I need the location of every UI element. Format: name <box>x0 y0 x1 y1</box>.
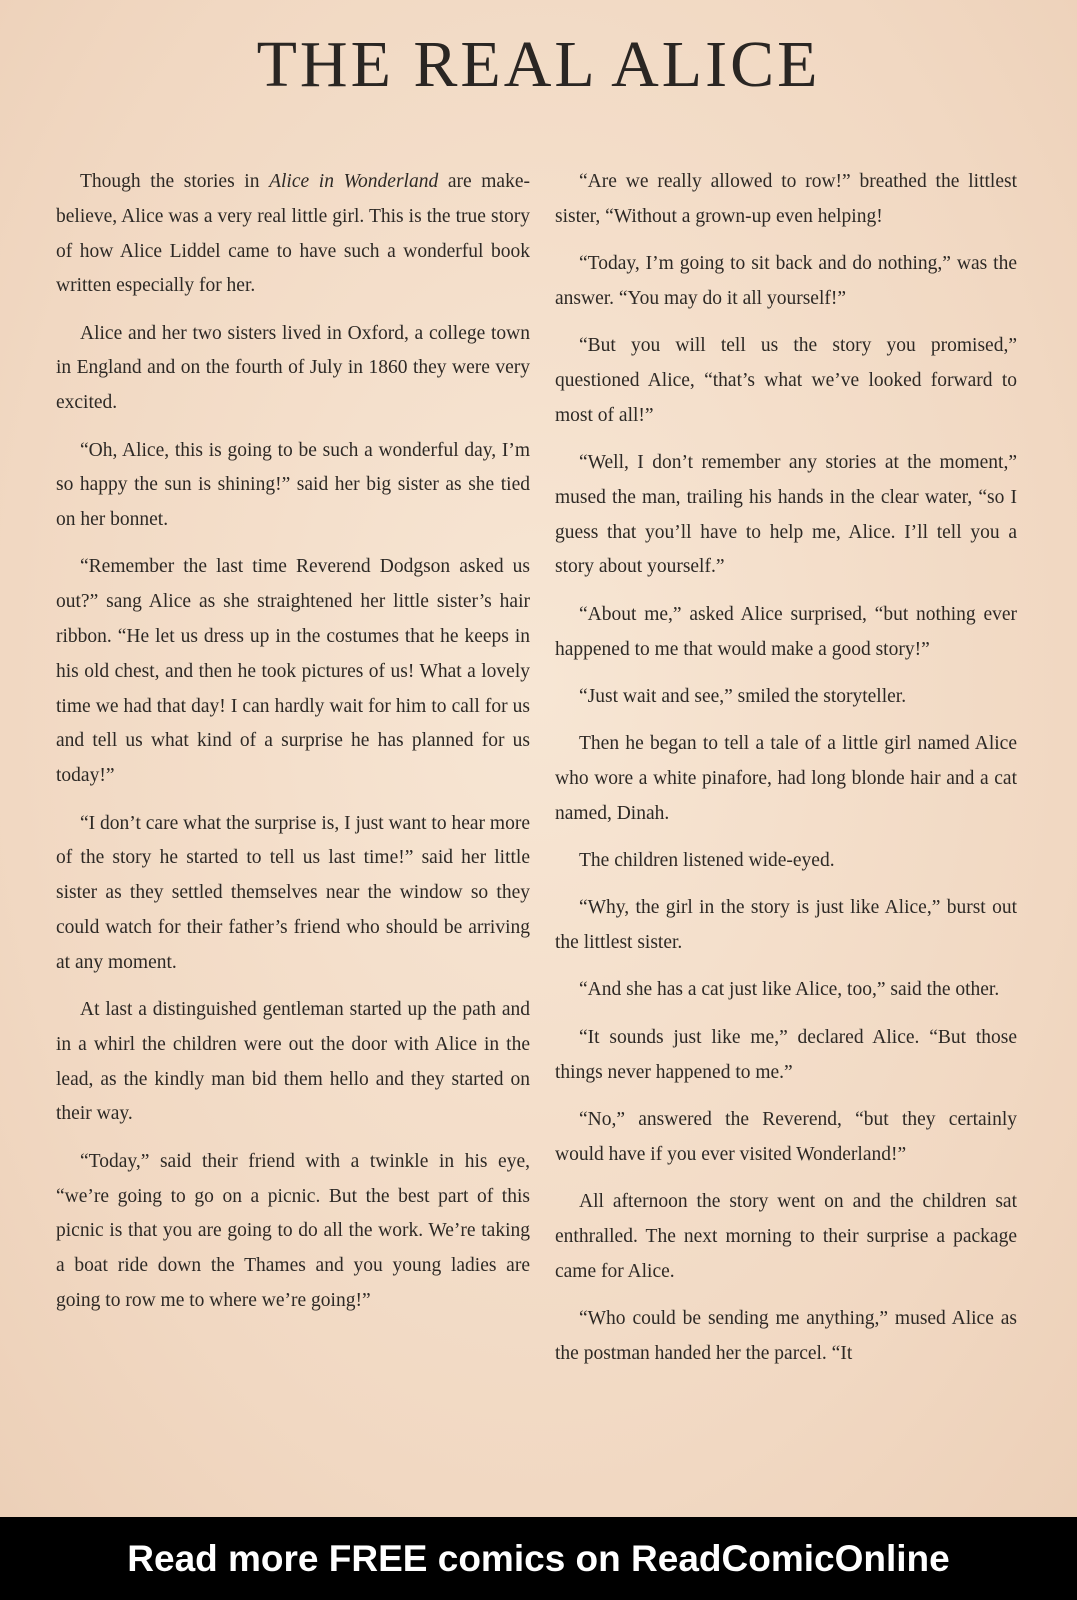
paragraph: “No,” answered the Reverend, “but they certainly would have if you ever visited Wonderland!” <box>555 1108 1017 1165</box>
paragraph: “Today, I’m going to sit back and do nothing,” was the answer. “You may do it all yourself!” <box>555 253 1017 309</box>
book-title: Alice in Wonderland <box>269 171 439 192</box>
paragraph: “Just wait and see,” smiled the storyteller. <box>579 685 907 707</box>
paragraph: “Are we really allowed to row!” breathed the littlest sister, “Without a grown-up even helping! <box>555 171 1017 227</box>
promo-banner[interactable]: Read more FREE comics on ReadComicOnline <box>0 1517 1077 1600</box>
paragraph: “Today,” said their friend with a twinkle in his eye, “we’re going to go on a picnic. But the best part of this picnic is that you are going to do all the work. We’re taking a boat ride down the Thames and you young ladies are going to row me to where we’re going!” <box>56 1150 530 1311</box>
paragraph: “Oh, Alice, this is going to be such a wonderful day, I’m so happy the sun is shining!” said her big sister as she tied on her bonnet. <box>56 439 530 531</box>
paragraph: “But you will tell us the story you promised,” questioned Alice, “that’s what we’ve looked forward to most of all!” <box>555 335 1017 426</box>
paragraph: “And she has a cat just like Alice, too,” said the other. <box>579 979 1000 1001</box>
paragraph: All afternoon the story went on and the children sat enthralled. The next morning to their surprise a package came for Alice. <box>555 1190 1017 1282</box>
right-column <box>555 165 1017 1384</box>
page-title: THE REAL ALICE <box>256 28 821 101</box>
paragraph: At last a distinguished gentleman started up the path and in a whirl the children were out the door with Alice in the lead, as the kindly man bid them hello and they started on their way. <box>56 999 530 1125</box>
paragraph-text: Though the stories in <box>80 171 270 192</box>
paragraph: “About me,” asked Alice surprised, “but nothing ever happened to me that would make a good story!” <box>555 603 1017 660</box>
paragraph: Then he began to tell a tale of a little girl named Alice who wore a white pinafore, had long blonde hair and a cat named, Dinah. <box>555 733 1017 824</box>
paragraph <box>56 165 530 304</box>
paragraph: “Who could be sending me anything,” mused Alice as the postman handed her the parcel. “It <box>555 1307 1017 1364</box>
paragraph: Alice and her two sisters lived in Oxford, a college town in England and on the fourth of July in 1860 they were very excited. <box>56 322 530 414</box>
paragraph: “Remember the last time Reverend Dodgson asked us out?” sang Alice as she straightened her little sister’s hair ribbon. “He let us dress up in the costumes that he keeps in his old chest, and then he took pictures of us! What a lovely time we had that day! I can hardly wait for him to call for us and tell us what kind of a surprise he has planned for us today!” <box>56 556 530 787</box>
left-column <box>56 165 530 1331</box>
paragraph: “Well, I don’t remember any stories at the moment,” mused the man, trailing his hands in the clear water, “so I guess that you’ll have to help me, Alice. I’ll tell you a story about yourself.” <box>555 452 1017 578</box>
paragraph: “It sounds just like me,” declared Alice. “But those things never happened to me.” <box>555 1026 1017 1083</box>
paragraph-text: are make-believe, Alice was a very real little girl. This is the true story of how Alice Liddel came to have such a wonderful book written especially for her. <box>56 171 530 297</box>
paragraph: The children listened wide-eyed. <box>579 850 835 872</box>
paragraph: “Why, the girl in the story is just like Alice,” burst out the littlest sister. <box>555 897 1017 954</box>
paragraph: “I don’t care what the surprise is, I just want to hear more of the story he started to tell us last time!” said her little sister as they settled themselves near the window so they could watch for their father’s friend who should be arriving at any moment. <box>56 812 530 973</box>
